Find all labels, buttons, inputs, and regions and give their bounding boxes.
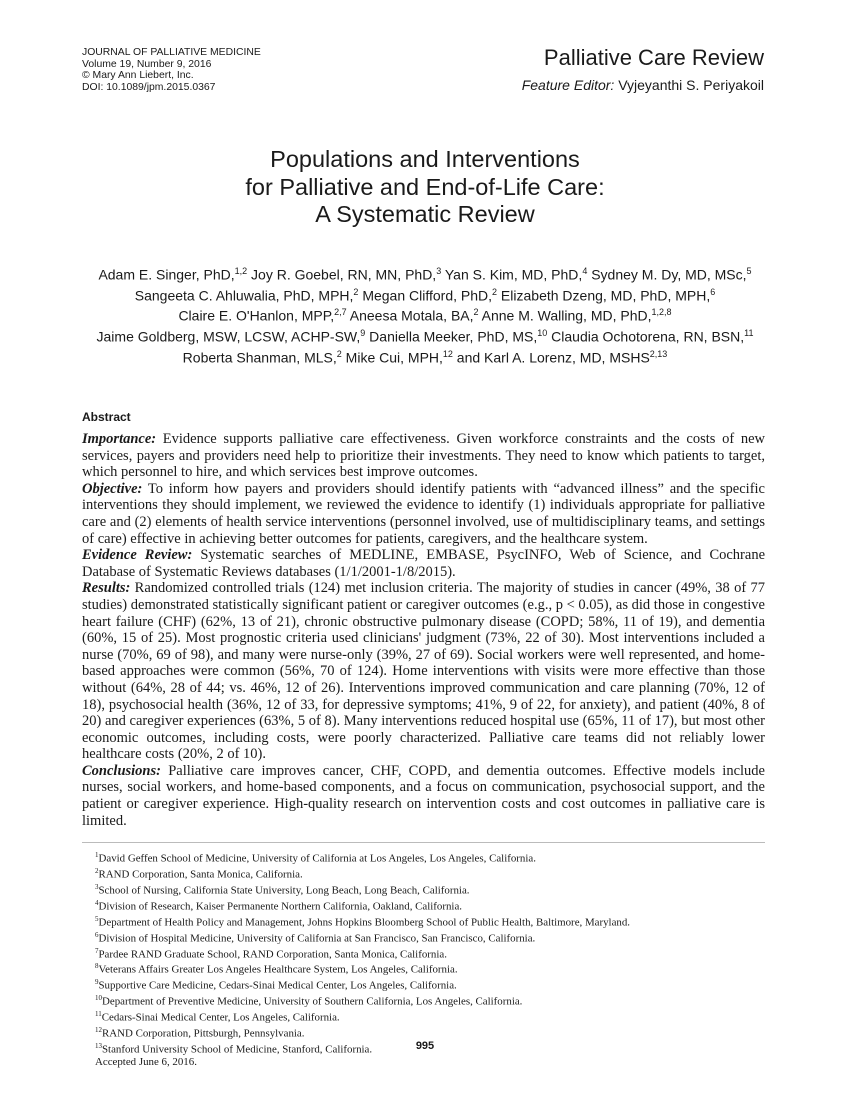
author-name: Joy R. Goebel, RN, MN, PhD, — [247, 266, 437, 283]
affiliation — [95, 881, 630, 897]
author-affiliation-ref: 3 — [436, 266, 442, 276]
abstract-text: Evidence supports palliative care effectiveness. Given workforce constraints and the costs of new services, payers and providers need help to prioritize their investments. They need to know which patients to target, which personnel to hire, and which services best improve outcomes. — [82, 431, 765, 481]
feature-editor: Feature Editor: Vyjeyanthi S. Periyakoil — [521, 77, 764, 93]
abstract-text: Systematic searches of MEDLINE, EMBASE, PsycINFO, Web of Science, and Cochrane Database of Systematic Reviews databases (1/1/2001-1/8/2015). — [82, 547, 765, 580]
abstract-section — [82, 547, 765, 580]
affiliation — [95, 1024, 630, 1040]
abstract-label: Objective: — [82, 480, 143, 497]
affiliation — [95, 865, 630, 881]
abstract-label: Conclusions: — [82, 762, 161, 779]
author-affiliation-ref: 2 — [336, 348, 342, 359]
affiliation-number: 6 — [95, 930, 99, 939]
author-name: Sangeeta C. Ahluwalia, PhD, MPH, — [134, 287, 354, 304]
affiliation-number: 10 — [95, 994, 102, 1003]
footnote-divider — [82, 842, 765, 843]
affiliation-text: School of Nursing, California State University, Long Beach, Long Beach, California. — [98, 884, 470, 897]
author-name: Adam E. Singer, PhD, — [98, 266, 235, 283]
author-name: and Karl A. Lorenz, MD, MSHS — [452, 349, 650, 366]
affiliation — [95, 945, 630, 961]
affiliation-text: Cedars-Sinai Medical Center, Los Angeles, California. — [101, 1011, 340, 1024]
affiliation-number: 2 — [95, 866, 99, 875]
abstract-section — [82, 431, 765, 481]
affiliation-text: Pardee RAND Graduate School, RAND Corporation, Santa Monica, California. — [98, 948, 447, 961]
journal-info — [82, 47, 261, 93]
affiliation-number: 3 — [95, 882, 99, 891]
author-affiliation-ref: 2 — [473, 307, 479, 318]
affiliation — [95, 913, 630, 929]
affiliations — [95, 849, 630, 1068]
author-name: Daniella Meeker, PhD, MS, — [365, 328, 538, 345]
author-affiliation-ref: 12 — [442, 348, 453, 359]
author-name: Roberta Shanman, MLS, — [182, 349, 337, 366]
affiliation — [95, 929, 630, 945]
author-affiliation-ref: 5 — [746, 266, 752, 276]
affiliation-number: 7 — [95, 946, 99, 955]
affiliation-number: 9 — [95, 978, 99, 987]
accepted-date: Accepted June 6, 2016. — [95, 1055, 197, 1068]
author-affiliation-ref: 2,7 — [334, 307, 347, 318]
abstract-section — [82, 580, 765, 763]
author-name: Anne M. Walling, MD, PhD, — [478, 307, 652, 324]
author-affiliation-ref: 1,2 — [234, 266, 248, 276]
affiliation — [95, 960, 630, 976]
affiliation — [95, 849, 630, 865]
author-list — [60, 263, 790, 366]
affiliation-number: 5 — [95, 914, 99, 923]
affiliation-text: Department of Health Policy and Management, Johns Hopkins Bloomberg School of Public Health, Baltimore, Maryland. — [98, 916, 631, 929]
abstract-text: Palliative care improves cancer, CHF, COPD, and dementia outcomes. Effective models include nurses, social workers, and home-based components, and a focus on communication, psychosocial support, and the patient or caregiver experience. High-quality research on intervention costs and cost outcomes in palliative care is limited. — [82, 762, 765, 829]
abstract-text: Randomized controlled trials (124) met inclusion criteria. The majority of studies in cancer (49%, 38 of 77 studies) demonstrated statistically significant patient or caregiver outcomes (e.g., p < 0.05), as did those in congestive heart failure (CHF) (62%, 13 of 21), chronic obstructive pulmonary disease (COPD; 58%, 11 of 19), and dementia (60%, 15 of 25). Most prognostic criteria used clinicians' judgment (73%, 22 of 30). Most interventions included a nurse (70%, 69 of 98), and many were nurse-only (39%, 27 of 69). Social workers were well represented, and home-based approaches were common (56%, 70 of 124). Home interventions with visits were more effective than those without (64%, 28 of 44; vs. 46%, 12 of 26). Interventions improved communication and care planning (70%, 12 of 18), psychosocial health (36%, 12 of 33, for depressive symptoms; 41%, 9 of 22, for anxiety), and patient (40%, 8 of 20) and caregiver experiences (63%, 5 of 8). Many interventions reduced hospital use (65%, 11 of 17), but most other economic outcomes, including costs, were poorly characterized. Palliative care teams did not reliably lower healthcare costs (20%, 2 of 10). — [82, 580, 765, 763]
affiliation — [95, 976, 630, 992]
author-affiliation-ref: 2 — [353, 286, 359, 297]
author-name: Elizabeth Dzeng, MD, PhD, MPH, — [497, 287, 711, 304]
affiliation-text: Veterans Affairs Greater Los Angeles Healthcare System, Los Angeles, California. — [98, 964, 458, 977]
author-affiliation-ref: 6 — [710, 286, 716, 297]
affiliation-number: 11 — [95, 1010, 102, 1019]
abstract-heading: Abstract — [82, 410, 131, 424]
author-line — [60, 284, 790, 305]
journal-name: JOURNAL OF PALLIATIVE MEDICINE — [82, 47, 261, 58]
author-name: Aneesa Motala, BA, — [346, 307, 474, 324]
affiliation-text: RAND Corporation, Santa Monica, California. — [98, 868, 303, 881]
author-name: Claire E. O'Hanlon, MPP, — [178, 307, 335, 324]
author-name: Jaime Goldberg, MSW, LCSW, ACHP-SW, — [96, 328, 361, 345]
affiliation-number: 8 — [95, 962, 99, 971]
affiliation — [95, 897, 630, 913]
abstract-label: Importance: — [82, 431, 157, 447]
author-name: Claudia Ochotorena, RN, BSN, — [547, 328, 745, 345]
journal-copyright: © Mary Ann Liebert, Inc. — [82, 70, 194, 82]
abstract-section — [82, 763, 765, 829]
affiliation-text: Department of Preventive Medicine, University of Southern California, Los Angeles, California. — [102, 995, 523, 1008]
affiliation-text: Supportive Care Medicine, Cedars-Sinai Medical Center, Los Angeles, California. — [98, 980, 457, 992]
affiliation-text: RAND Corporation, Pittsburgh, Pennsylvania. — [102, 1027, 305, 1040]
author-affiliation-ref: 11 — [744, 327, 754, 338]
author-name: Mike Cui, MPH, — [341, 349, 443, 366]
affiliation-text: Division of Research, Kaiser Permanente Northern California, Oakland, California. — [98, 900, 463, 913]
author-line — [60, 346, 790, 367]
author-affiliation-ref: 9 — [360, 327, 366, 338]
author-affiliation-ref: 10 — [537, 327, 548, 338]
author-name: Yan S. Kim, MD, PhD, — [441, 266, 583, 283]
author-line — [60, 304, 790, 325]
affiliation-number: 12 — [95, 1026, 102, 1035]
abstract-label: Results: — [82, 580, 131, 597]
page-number: 995 — [415, 1040, 435, 1052]
affiliation-text: Division of Hospital Medicine, University of California at San Francisco, San Francisco, California. — [98, 932, 536, 945]
affiliation-number: 4 — [95, 898, 99, 907]
affiliation-number: 1 — [95, 851, 99, 859]
affiliation-text: Stanford University School of Medicine, Stanford, California. — [102, 1043, 373, 1056]
affiliation — [95, 1008, 630, 1024]
journal-volume: Volume 19, Number 9, 2016 — [82, 58, 212, 70]
affiliation — [95, 992, 630, 1008]
author-name: Megan Clifford, PhD, — [358, 287, 493, 304]
section-title: Palliative Care Review — [543, 45, 764, 70]
author-affiliation-ref: 1,2,8 — [651, 307, 672, 318]
journal-doi: DOI: 10.1089/jpm.2015.0367 — [82, 81, 216, 93]
affiliation-text: David Geffen School of Medicine, University of California at Los Angeles, Los Angeles, California. — [98, 852, 536, 865]
abstract-section — [82, 481, 765, 547]
abstract-body — [82, 431, 765, 829]
affiliation-number: 13 — [95, 1042, 102, 1051]
abstract-label: Evidence Review: — [82, 547, 193, 564]
author-line — [60, 263, 790, 284]
author-affiliation-ref: 2,13 — [649, 348, 668, 359]
section-header — [522, 44, 764, 95]
author-affiliation-ref: 2 — [492, 286, 498, 297]
abstract-text: To inform how payers and providers should identify patients with “advanced illness” and the specific interventions they should implement, we reviewed the evidence to identify (1) individuals appropriate for palliative care and (2) elements of health service interventions (personnel involved, use of multidisciplinary teams, and settings of care) effective in achieving better outcomes for patients, caregivers, and the healthcare system. — [82, 480, 765, 547]
article-title: Populations and Interventions for Palliative and End-of-Life Care: A Systematic Review — [245, 146, 605, 227]
author-line — [60, 325, 790, 346]
author-affiliation-ref: 4 — [582, 266, 588, 276]
author-name: Sydney M. Dy, MD, MSc, — [587, 266, 747, 283]
